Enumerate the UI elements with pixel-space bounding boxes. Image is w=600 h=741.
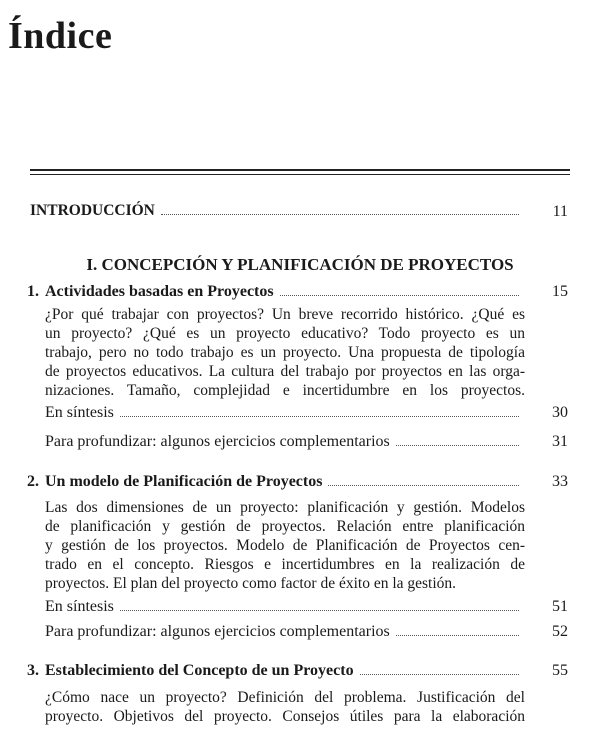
description-line: trabajo, pero no todo trabajo es un proyecto. Una propuesta de tipología [45, 344, 525, 361]
page-number: 55 [552, 662, 568, 679]
page-title: Índice [8, 15, 113, 57]
entry-label: Actividades basadas en Proyectos [45, 283, 274, 300]
toc-entry-exercises[interactable] [45, 433, 525, 453]
page-number: 33 [552, 473, 568, 490]
chapter-number: 2. [27, 473, 39, 490]
toc-entry-synthesis[interactable] [45, 598, 525, 618]
page-number: 11 [552, 203, 568, 220]
description-line: nizaciones. Tamaño, complejidad e incertidumbre en los proyectos. [45, 382, 525, 399]
description-line: y gestión de los proyectos. Modelo de Planificación de Proyectos cen- [45, 537, 525, 554]
dot-leader [161, 202, 519, 215]
divider [30, 169, 570, 171]
description-line: ¿Cómo nace un proyecto? Definición del problema. Justificación del [45, 689, 525, 706]
toc-entry-chapter-2[interactable] [45, 473, 525, 493]
dot-leader [360, 662, 519, 675]
description-line: Las dos dimensiones de un proyecto: planificación y gestión. Modelos [45, 499, 525, 516]
toc-entry-chapter-1[interactable] [45, 283, 525, 303]
page-number: 15 [552, 283, 568, 300]
chapter-number: 1. [27, 283, 39, 300]
dot-leader [120, 598, 519, 611]
toc-entry-synthesis[interactable] [45, 404, 525, 424]
chapter-description [45, 305, 525, 400]
description-line: ¿Por qué trabajar con proyectos? Un breve recorrido histórico. ¿Qué es [45, 306, 525, 323]
entry-label: Establecimiento del Concepto de un Proyecto [45, 662, 354, 679]
description-line: proyecto. Objetivos del proyecto. Consejos útiles para la elaboración [45, 708, 525, 725]
page-number: 30 [552, 404, 568, 421]
dot-leader [328, 473, 519, 486]
chapter-number: 3. [27, 662, 39, 679]
toc-entry-exercises[interactable] [45, 623, 525, 643]
chapter-description [45, 688, 525, 726]
entry-label: Para profundizar: algunos ejercicios complementarios [45, 433, 390, 450]
description-line: de proyectos educativos. La cultura del trabajo por proyectos en las orga- [45, 363, 525, 380]
dot-leader [396, 623, 519, 636]
entry-label: INTRODUCCIÓN [30, 202, 155, 219]
entry-label: Un modelo de Planificación de Proyectos [45, 473, 323, 490]
dot-leader [280, 283, 519, 296]
toc-entry-chapter-3[interactable] [45, 662, 525, 682]
entry-label: En síntesis [45, 404, 114, 421]
page-number: 51 [552, 598, 568, 615]
page-number: 52 [552, 623, 568, 640]
toc-entry-intro[interactable] [30, 202, 525, 222]
entry-label: En síntesis [45, 598, 114, 615]
dot-leader [120, 404, 519, 417]
description-line: proyectos. El plan del proyecto como factor de éxito en la gestión. [45, 575, 457, 592]
description-line: trado en el concepto. Riesgos e incertidumbres en la realización de [45, 556, 525, 573]
divider [30, 174, 570, 175]
page-number: 31 [552, 433, 568, 450]
description-line: un proyecto? ¿Qué es un proyecto educativo? Todo proyecto es un [45, 325, 525, 342]
dot-leader [396, 433, 519, 446]
description-line: de planificación y gestión de proyectos. Relación entre planificación [45, 518, 525, 535]
section-heading: I. CONCEPCIÓN Y PLANIFICACIÓN DE PROYECTOS [86, 255, 514, 274]
entry-label: Para profundizar: algunos ejercicios complementarios [45, 623, 390, 640]
chapter-description [45, 498, 525, 593]
